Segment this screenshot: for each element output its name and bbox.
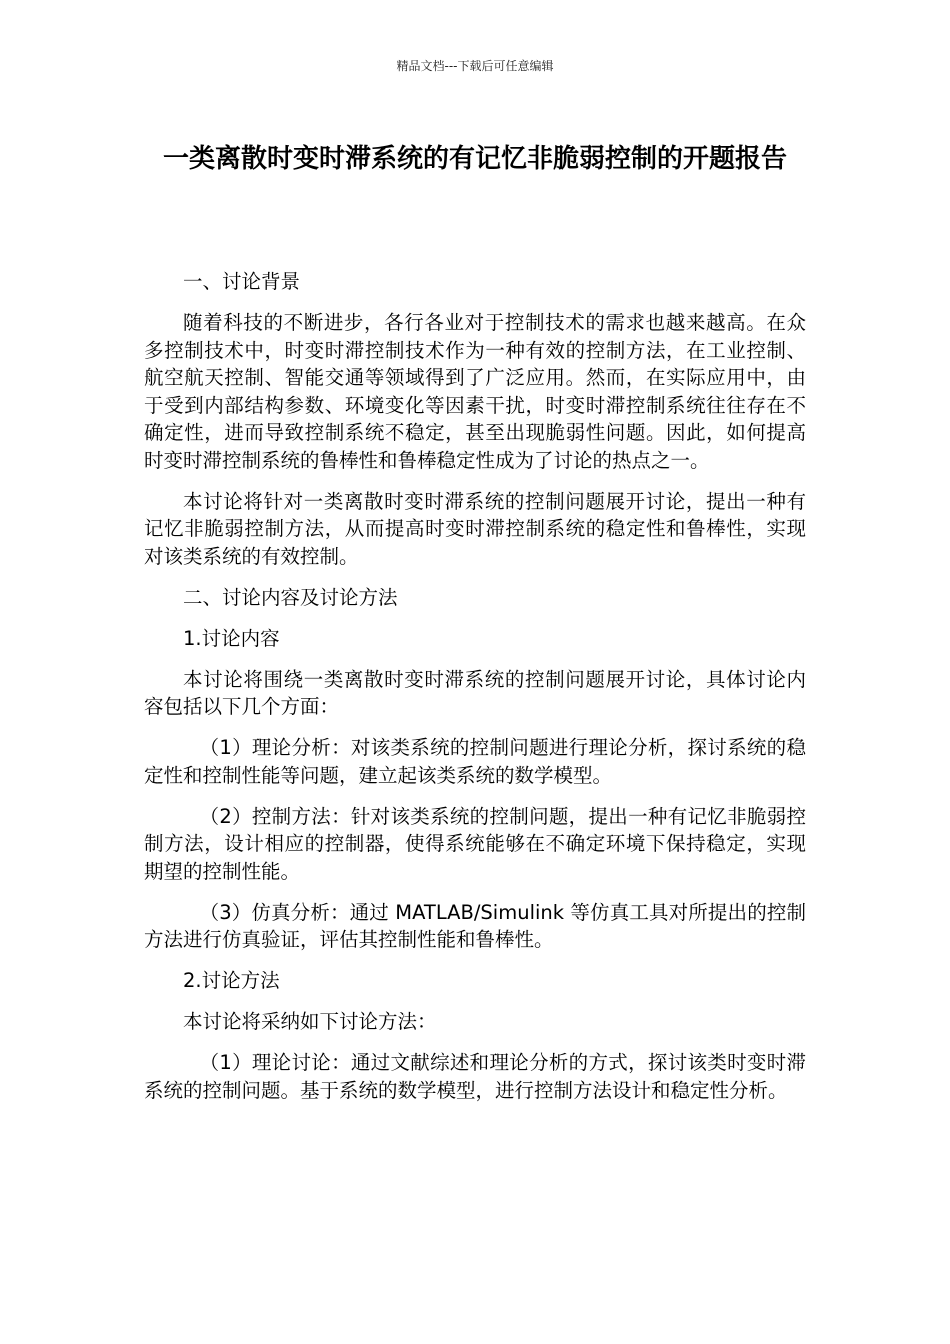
section-heading-background: 一、讨论背景 (183, 270, 301, 293)
list-item: （3）仿真分析：通过 MATLAB/Simulink 等仿真工具对所提出的控制方法进行仿真验证，评估其控制性能和鲁棒性。 (144, 900, 806, 951)
paragraph: 本讨论将采纳如下讨论方法： (183, 1010, 437, 1033)
paragraph: 本讨论将围绕一类离散时变时滞系统的控制问题展开讨论，具体讨论内容包括以下几个方面： (144, 667, 806, 718)
list-item: （2）控制方法：针对该类系统的控制问题，提出一种有记忆非脆弱控制方法，设计相应的控制器，使得系统能够在不确定环境下保持稳定，实现期望的控制性能。 (144, 804, 806, 883)
document-title: 一类离散时变时滞系统的有记忆非脆弱控制的开题报告 (162, 144, 787, 174)
subsection-heading-methods: 2.讨论方法 (183, 969, 280, 992)
document-body (144, 268, 806, 1118)
list-item: （1）理论讨论：通过文献综述和理论分析的方式，探讨该类时变时滞系统的控制问题。基于系统的数学模型，进行控制方法设计和稳定性分析。 (144, 1051, 806, 1102)
page-header: 精品文档---下载后可任意编辑 (396, 59, 554, 73)
section-heading-content-methods: 二、讨论内容及讨论方法 (183, 585, 398, 609)
paragraph: 本讨论将针对一类离散时变时滞系统的控制问题展开讨论，提出一种有记忆非脆弱控制方法，从而提高时变时滞控制系统的稳定性和鲁棒性，实现对该类系统的有效控制。 (144, 489, 806, 568)
list-item: （1）理论分析：对该类系统的控制问题进行理论分析，探讨系统的稳定性和控制性能等问题，建立起该类系统的数学模型。 (144, 736, 806, 787)
paragraph: 随着科技的不断进步，各行各业对于控制技术的需求也越来越高。在众多控制技术中，时变时滞控制技术作为一种有效的控制方法，在工业控制、航空航天控制、智能交通等领域得到了广泛应用。然而，在实际应用中，由于受到内部结构参数、环境变化等因素干扰，时变时滞控制系统往往存在不确定性，进而导致控制系统不稳定，甚至出现脆弱性问题。因此，如何提高时变时滞控制系统的鲁棒性和鲁棒稳定性成为了讨论的热点之一。 (144, 311, 806, 472)
subsection-heading-content: 1.讨论内容 (183, 626, 280, 650)
